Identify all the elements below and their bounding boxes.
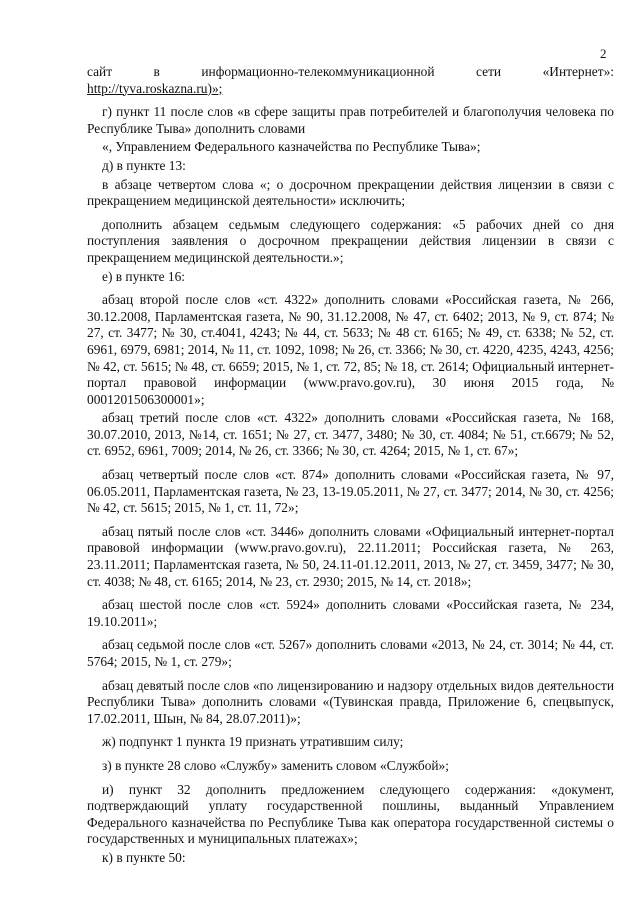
paragraph: ж) подпункт 1 пункта 19 признать утратившим силу;	[102, 734, 404, 750]
paragraph: к) в пункте 50:	[102, 849, 186, 865]
document-body	[87, 64, 614, 867]
paragraph: абзац второй после слов «ст. 4322» дополнить словами «Российская газета, № 266, 30.12.2008, Парламентская газета, № 90, 31.12.2008, № 47, ст. 6402; 2013, № 9, ст. 874; № 27, ст. 3477; № 30, ст.4041, 4243; № 44, ст. 5633; № 48 ст. 6165; № 49, ст. 6338; № 52, ст. 6961, 6979, 6981; 2014, № 11, ст. 1092, 1098; № 26, ст. 3366; № 30, ст. 4220, 4235, 4243, 4256; № 42, ст. 5615; № 48, ст. 6659; 2015, № 1, ст. 72, 85; № 18, ст. 2614; Официальный интернет-портал правовой информации (www.pravo.gov.ru), 30 июня 2015 года, № 0001201506300001»;	[87, 292, 614, 407]
paragraph: абзац четвертый после слов «ст. 874» дополнить словами «Российская газета, № 97, 06.05.2011, Парламентская газета, № 23, 13-19.05.2011, № 27, ст. 3477; 2014, № 30, ст. 4256; № 42, ст. 5615; 2015, № 1, ст. 11, 72»;	[87, 467, 614, 516]
paragraph: абзац третий после слов «ст. 4322» дополнить словами «Российская газета, № 168, 30.07.2010, 2013, №14, ст. 1651; № 27, ст. 3477, 3480; № 30, ст. 4084; № 51, ст.6679; № 52, ст. 6952, 6961, 7009; 2014, № 26, ст. 3366; № 30, ст. 4264; 2015, № 1, ст. 67»;	[87, 410, 614, 459]
paragraph: абзац пятый после слов «ст. 3446» дополнить словами «Официальный интернет-портал правовой информации (www.pravo.gov.ru), 22.11.2011; Российская газета, № 263, 23.11.2011; Парламентская газета, № 50, 24.11-01.12.2011, 2013, № 27, ст. 3459, 3477; № 30, ст. 4038; № 48, ст. 6165; 2014, № 23, ст. 2930; 2015, № 14, ст. 2018»;	[87, 523, 614, 589]
paragraph: абзац девятый после слов «по лицензированию и надзору отдельных видов деятельности Республики Тыва» дополнить словами «(Тувинская правда, Приложение 6, спецвыпуск, 17.02.2011, Шын, № 84, 28.07.2011)»;	[87, 677, 614, 726]
paragraph: абзац седьмой после слов «ст. 5267» дополнить словами «2013, № 24, ст. 3014; № 44, ст. 5764; 2015, № 1, ст. 279»;	[87, 637, 614, 669]
paragraph: д) в пункте 13:	[102, 157, 186, 173]
paragraph: сайт в информационно-телекоммуникационной сети «Интернет»:	[87, 64, 614, 79]
paragraph: з) в пункте 28 слово «Службу» заменить словом «Службой»;	[102, 757, 449, 773]
website-link[interactable]: http://tyva.roskazna.ru)»;	[87, 80, 223, 96]
paragraph: дополнить абзацем седьмым следующего содержания: «5 рабочих дней со дня поступления заявления о досрочном прекращении действия лицензии в связи с прекращением медицинской деятельности.»;	[87, 216, 614, 265]
page-number: 2	[600, 46, 607, 61]
paragraph: в абзаце четвертом слова «; о досрочном прекращении действия лицензии в связи с прекращением медицинской деятельности» исключить;	[87, 176, 614, 209]
paragraph: и) пункт 32 дополнить предложением следующего содержания: «документ, подтверждающий уплату государственной пошлины, выданный Управлением Федерального казначейства по Республике Тыва как оператора государственной системы о государственных и муниципальных платежах»;	[87, 781, 614, 847]
paragraph: абзац шестой после слов «ст. 5924» дополнить словами «Российская газета, № 234, 19.10.2011»;	[87, 597, 614, 629]
paragraph: г) пункт 11 после слов «в сфере защиты прав потребителей и благополучия человека по Республике Тыва» дополнить словами	[87, 104, 614, 136]
paragraph: «, Управлением Федерального казначейства по Республике Тыва»;	[102, 139, 481, 155]
paragraph: е) в пункте 16:	[102, 268, 186, 284]
